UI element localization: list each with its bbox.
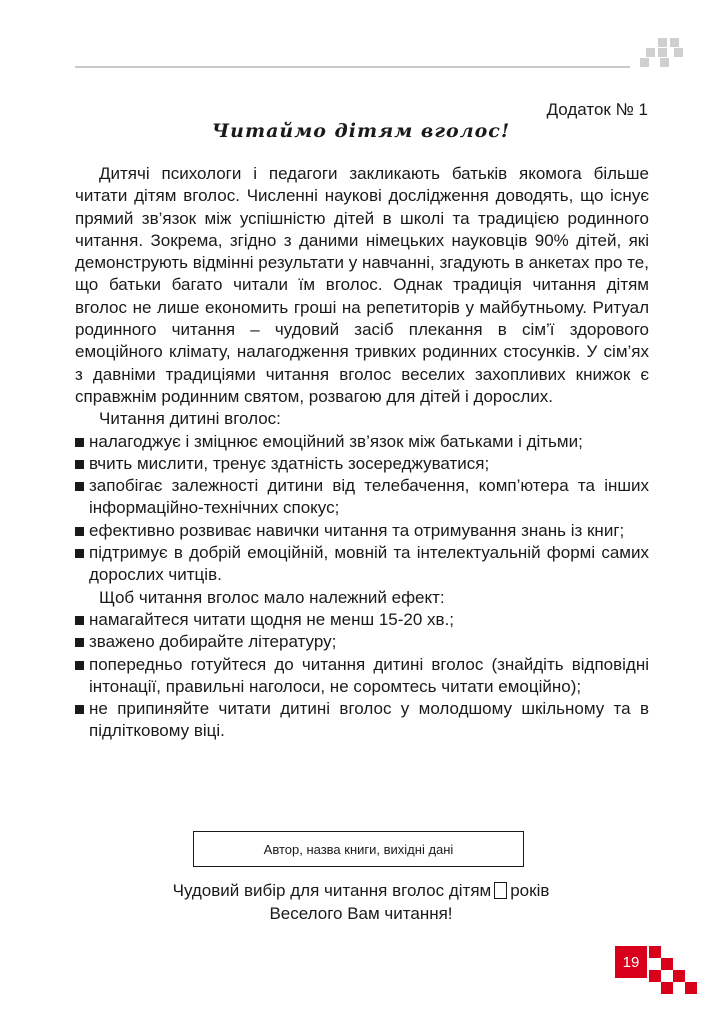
list-item (75, 542, 649, 587)
list-item-text: намагайтеся читати щодня не менш 15-20 хв.; (89, 609, 455, 629)
benefits-list (75, 431, 649, 587)
list-item (75, 520, 649, 542)
recommendation-line (0, 881, 722, 901)
square-bullet-icon (75, 460, 84, 469)
list-item (75, 698, 649, 743)
benefits-heading: Читання дитині вголос: (99, 409, 281, 429)
list-item-text: налагоджує і зміцнює емоційний зв’язок між батьками і дітьми; (89, 431, 583, 451)
square-bullet-icon (75, 482, 84, 491)
book-source-box (193, 831, 524, 867)
main-content (75, 163, 649, 743)
list-item (75, 631, 649, 653)
header-rule (75, 66, 630, 68)
book-source-label: Автор, назва книги, вихідні дані (263, 841, 454, 857)
list-item-text: не припиняйте читати дитині вголос у молодшому шкільному та в підлітковому віці. (89, 699, 649, 741)
tips-heading: Щоб читання вголос мало належний ефект: (99, 587, 445, 607)
recommendation-years: років (510, 881, 550, 900)
list-item-text: попередньо готуйтеся до читання дитині вголос (знайдіть відповідні інтонації, правильні наголоси, не соромтесь читати емоційно); (89, 654, 649, 696)
tips-list (75, 609, 649, 743)
square-bullet-icon (75, 705, 84, 714)
page-number: 19 (615, 946, 647, 978)
page-title: Читаймо дітям вголос! (211, 120, 511, 142)
list-item (75, 475, 649, 520)
list-item-text: підтримує в добрій емоційній, мовній та інтелектуальній формі самих дорослих читців. (89, 543, 649, 585)
list-item-text: ефективно розвиває навички читання та отримування знань із книг; (89, 520, 625, 540)
square-bullet-icon (75, 616, 84, 625)
square-bullet-icon (75, 549, 84, 558)
square-bullet-icon (75, 661, 84, 670)
list-item-text: вчить мислити, тренує здатність зосереджуватися; (89, 453, 490, 473)
list-item (75, 431, 649, 453)
list-item (75, 609, 649, 631)
intro-paragraph: Дитячі психологи і педагоги закликають батьків якомога більше читати дітям вголос. Численні наукові дослідження доводять, що існує прямий зв’язок між успішністю дітей в школі та традицією родинного читання. Зокрема, згідно з даними німецьких науковців 90% дітей, які демонструють відмінні результати у навчанні, згадують в анкетах про те, що батьки багато читали їм вголос. Однак традиція читання дітям вголос не лише економить гроші на репетиторів у майбутньому. Ритуал родинного читання – чудовий засіб плекання в сім’ї здорового емоційного клімату, налагодження тривких родинних стосунків. У сім’ях з давніми традиціями читання вголос веселих захопливих книжок є справжнім родинним святом, розвагою для дітей і дорослих. (75, 164, 649, 406)
list-item-text: зважено добирайте літературу; (89, 632, 337, 652)
appendix-label: Додаток № 1 (546, 100, 648, 119)
header-decoration (640, 38, 690, 68)
square-bullet-icon (75, 527, 84, 536)
list-item (75, 453, 649, 475)
age-checkbox-icon (494, 882, 507, 899)
list-item-text: запобігає залежності дитини від телебачення, комп’ютера та інших інформаційно-технічних спокус; (89, 476, 649, 518)
list-item (75, 654, 649, 699)
square-bullet-icon (75, 638, 84, 647)
recommendation-text: Чудовий вибір для читання вголос дітям (172, 881, 492, 900)
square-bullet-icon (75, 438, 84, 447)
closing-wish: Веселого Вам читання! (269, 904, 453, 923)
